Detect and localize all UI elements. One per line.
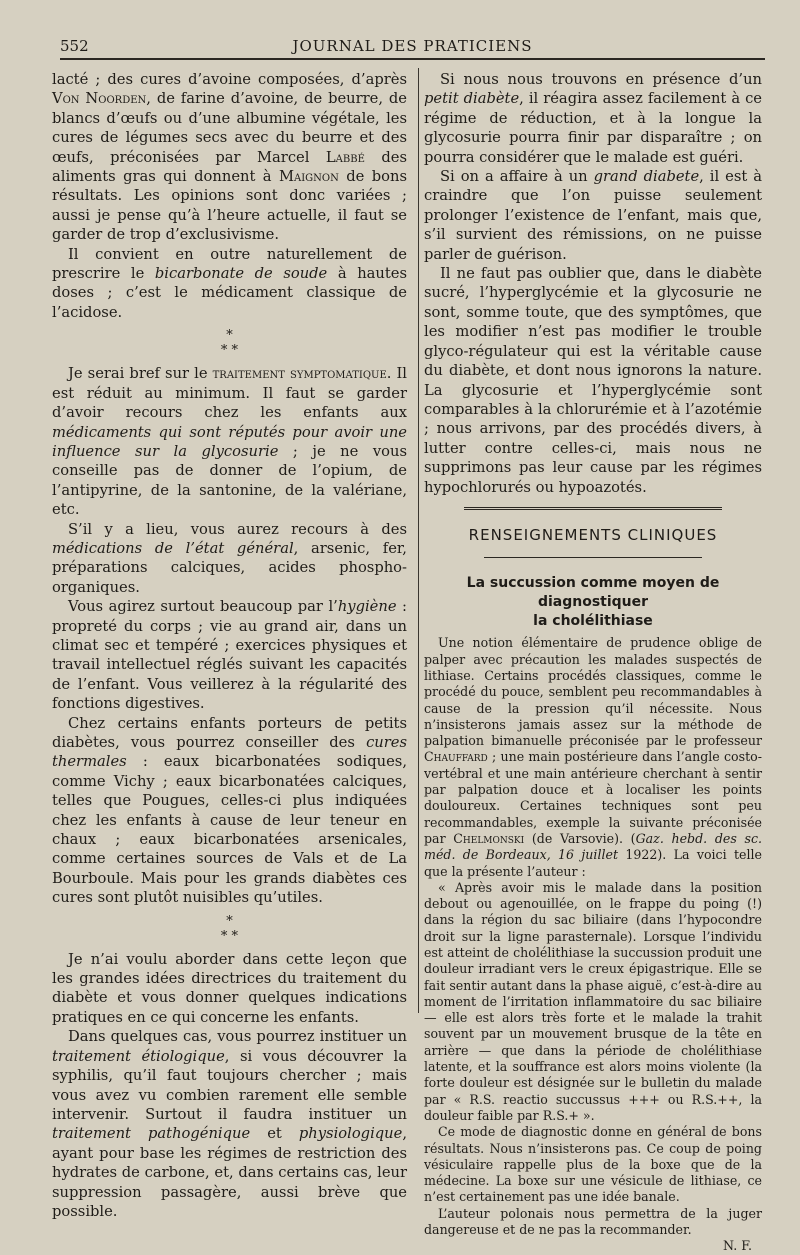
paragraph: Il convient en outre naturellement de prescrire le bicarbonate de soude à hautes doses ; c’est le médicament classique de l’acidose. — [52, 245, 408, 321]
paragraph: S’il y a lieu, vous aurez recours à des médications de l’état général, arsenic, fer, préparations calciques, acides phospho-organiques. — [52, 520, 407, 596]
paragraph: Je n’ai voulu aborder dans cette leçon que les grandes idées directrices du traitement du diabète et vous donner quelques indications pratiques en ce qui concerne les enfants. — [52, 950, 407, 1026]
paragraph: Vous agirez surtout beaucoup par l’hygiène : propreté du corps ; vie au grand air, dans un climat sec et tempéré ; exercices physiques et travail intellectuel réglés suivant les capacités de l’enfant. Vous veillerez à la régularité des fonctions digestives. — [52, 598, 407, 713]
right-column — [424, 70, 762, 1255]
paragraph: Il ne faut pas oublier que, dans le diabète sucré, l’hyperglycémie et la glycosurie ne sont, somme toute, que des symptômes, que les modifier n’est pas modifier le trouble glyco-régulateur qui est la véritable cause du diabète, et dont nous ignorons la nature. La glycosurie et l’hyperglycémie sont comparables à la chlorurémie et à l’azotémie ; nous arrivons, par des procédés divers, à lutter contre celles-ci, mais nous ne supprimons pas leur cause par les régimes hypochlorurés ou hypoazotés. — [424, 265, 762, 496]
page-number: 552 — [60, 37, 89, 55]
paragraph: L’auteur polonais nous permettra de la juger dangereuse et de ne pas la recommander. — [424, 1205, 762, 1238]
section-separator: * * * — [220, 913, 239, 944]
paragraph: Je serai bref sur le traitement symptomatique. Il est réduit au minimum. Il faut se garder d’avoir recours chez les enfants aux médicaments qui sont réputés pour avoir une influence sur la glycosurie ; je ne vous conseille pas de donner de l’opium, de l’antipyrine, de la santonine, de la valériane, etc. — [52, 365, 407, 519]
section-rule — [484, 557, 702, 558]
paragraph: Chez certains enfants porteurs de petits diabètes, vous pourrez conseiller des cures thermales : eaux bicarbonatées sodiques, comme Vichy ; eaux bicarbonatées calciques, telles que Pougues, celles-ci plus indiquées chez les enfants à cause de leur teneur en chaux ; eaux bicarbonatées arsenicales, comme certaines sources de Vals et de La Bourboule. Mais pour les grands diabètes ces cures sont plutôt nuisibles qu’utiles. — [52, 714, 407, 907]
paragraph: Ce mode de diagnostic donne en général de bons résultats. Nous n’insisterons pas. Ce coup de poing vésiculaire rappelle plus de la boxe que de la médecine. La boxe sur une vésicule de lithiase, ce n’est certainement pas une idée banale. — [424, 1124, 762, 1205]
article-body — [424, 635, 762, 1254]
paragraph: Une notion élémentaire de prudence oblige de palper avec précaution les malades suspectés de lithiase. Certains procédés classiques, comme le procédé du pouce, semblent peu recommandables à cause de la pression qu’il nécessite. Nous n’insisterons jamais assez sur la méthode de palpation bimanuelle préconisée par le professeur Chauffard ; une main postérieure dans l’angle costo-vertébral et une main antérieure cherchant à sentir par palpation douce et à localiser les points douloureux. Certaines techniques sont peu recommandables, exemple la suivante préconisée par Chelmonski (de Varsovie). (Gaz. hebd. des sc. méd. de Bordeaux, 16 juillet 1922). La voici telle que la présente l’auteur : — [424, 635, 763, 879]
author-signature: N. F. — [723, 1238, 752, 1254]
journal-title: JOURNAL DES PRATICIENS — [292, 37, 533, 55]
paragraph: lacté ; des cures d’avoine composées, d’après Von Noorden, de farine d’avoine, de beurre, de blancs d’œufs ou d’une albumine végétale, les cures de légumes secs avec du beurre et des œufs, préconisées par Marcel Labbé des aliments gras qui donnent à Maignon de bons résultats. Les opinions sont donc variées ; aussi je pense qu’à l’heure actuelle, il faut se garder de trop d’exclusivisme. — [52, 71, 407, 244]
paragraph: Dans quelques cas, vous pourrez instituer un traitement étiologique, si vous découvrer la syphilis, qu’il faut toujours chercher ; mais vous avez vu combien rarement elle semble intervenir. Surtout il faudra instituer un traitement pathogénique et physiologique, ayant pour base les régimes de restriction des hydrates de carbone, et, dans certains cas, leur suppression passagère, aussi brève que possible. — [52, 1028, 407, 1220]
left-column — [52, 70, 407, 1221]
page-header — [60, 32, 765, 60]
paragraph: « Après avoir mis le malade dans la position debout ou agenouillée, on le frappe du poing (!) dans la région du sac biliaire (dans l’hypocondre droit sur la ligne parasternale). Lorsque l’individu est atteint de cholélithiase la succussion produit une douleur irradiant vers le creux épigastrique. Elle se fait sentir autant dans la phase aiguë, c’est-à-dire au moment de l’irritation inflammatoire du sac biliaire — elle est alors très forte et le malade la trahit souvent par un mouvement brusque de la tête en arrière — que dans la période de cholélithiase latente, et la souffrance est alors moins violente (la forte douleur est désignée sur le bulletin du malade par « R.S. reactio succussus +++ ou R.S.++, la douleur faible par R.S.+ ». — [424, 879, 762, 1123]
article-title: La succussion comme moyen de diagnostiquer la cholélithiase — [466, 575, 720, 630]
paragraph: Si on a affaire à un grand diabete, il est à craindre que l’on puisse seulement prolonger l’existence de l’enfant, mais que, s’il survient des rémissions, on ne puisse parler de guérison. — [424, 168, 762, 263]
double-rule — [464, 507, 722, 510]
section-title: RENSEIGNEMENTS CLINIQUES — [468, 525, 718, 544]
section-separator: * * * — [220, 328, 239, 359]
paragraph: Si nous nous trouvons en présence d’un petit diabète, il réagira assez facilement à ce régime de réduction, et à la longue la glycosurie pourra finir par disparaître ; on pourra considérer que le malade est guéri. — [424, 71, 762, 166]
column-divider — [418, 68, 419, 1013]
